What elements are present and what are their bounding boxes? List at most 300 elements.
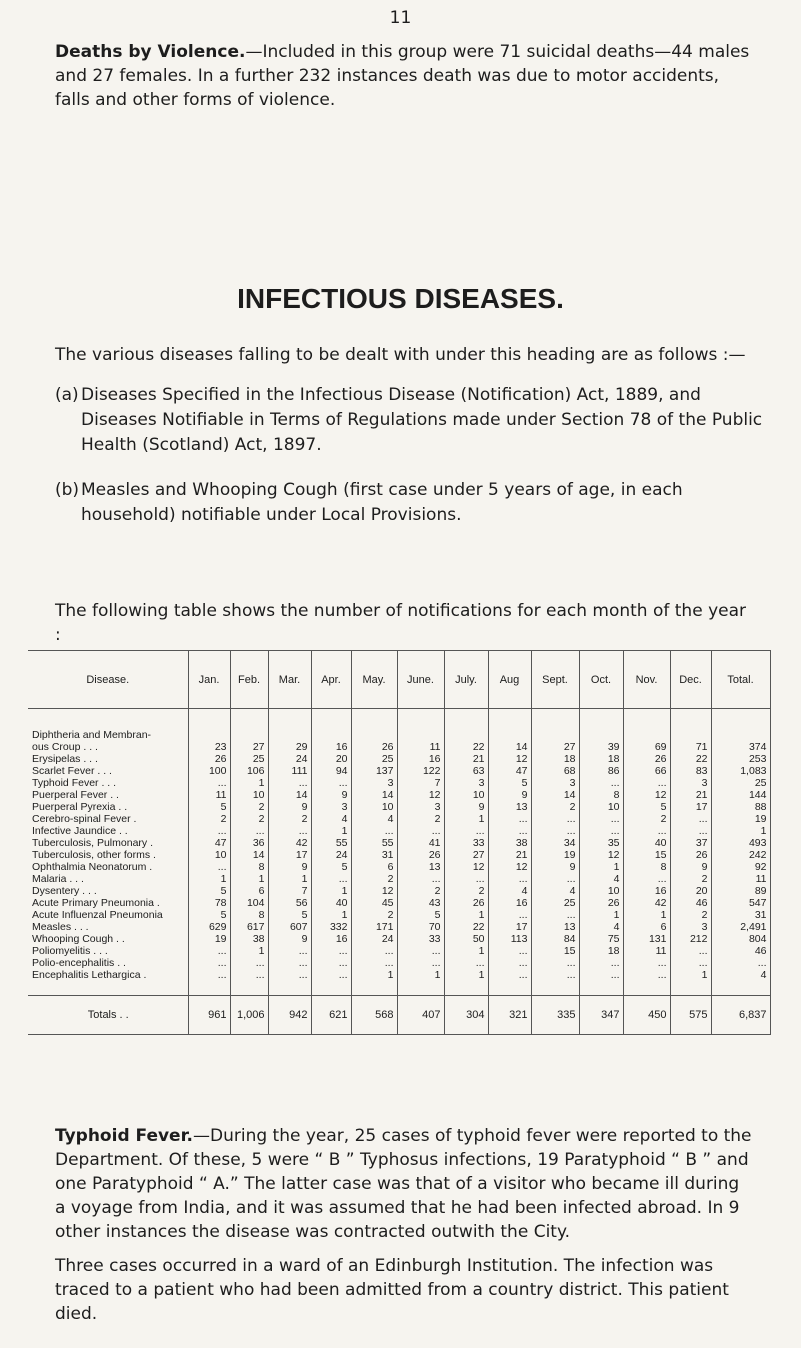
month-cell: 1 <box>397 969 444 981</box>
month-cell: ... <box>488 813 531 825</box>
month-cell: 50 <box>444 933 488 945</box>
month-cell: ... <box>579 825 623 837</box>
month-cell: 347 <box>579 996 623 1035</box>
month-cell: 12 <box>488 753 531 765</box>
month-cell: 607 <box>268 921 311 933</box>
typhoid-paragraph <box>55 1124 755 1244</box>
month-cell: 568 <box>351 996 397 1035</box>
total-cell: ... <box>711 957 770 969</box>
disease-name: Ophthalmia Neonatorum . <box>32 861 153 873</box>
month-cell: ... <box>623 825 670 837</box>
month-cell: 2 <box>351 909 397 921</box>
month-cell: 11 <box>623 945 670 957</box>
month-cell: 33 <box>444 837 488 849</box>
month-cell: ... <box>268 777 311 789</box>
month-cell: 14 <box>351 789 397 801</box>
month-cell: 18 <box>579 753 623 765</box>
disease-name: Whooping Cough . . <box>32 933 125 945</box>
month-cell: 7 <box>397 777 444 789</box>
month-cell: ... <box>351 825 397 837</box>
month-cell: 33 <box>397 933 444 945</box>
disease-name: Infective Jaundice . . <box>32 825 128 837</box>
month-cell: ... <box>351 945 397 957</box>
list-marker-a: (a) <box>55 385 79 405</box>
month-cell: 66 <box>623 765 670 777</box>
list-item-b <box>55 478 765 528</box>
col-header: Mar. <box>268 651 311 709</box>
month-cell: 1 <box>579 861 623 873</box>
month-cell: ... <box>623 969 670 981</box>
total-cell: 89 <box>711 885 770 897</box>
month-cell: 111 <box>268 765 311 777</box>
month-cell: 27 <box>230 741 268 753</box>
month-cell: ... <box>531 909 579 921</box>
month-cell: 4 <box>531 885 579 897</box>
col-header: Jan. <box>188 651 230 709</box>
month-cell: ... <box>397 825 444 837</box>
month-cell: 94 <box>311 765 351 777</box>
month-cell: ... <box>188 777 230 789</box>
month-cell: 12 <box>444 861 488 873</box>
month-cell: 1 <box>444 969 488 981</box>
month-cell: 2 <box>444 885 488 897</box>
total-cell: 253 <box>711 753 770 765</box>
month-cell: 1 <box>311 909 351 921</box>
month-cell: 3 <box>444 777 488 789</box>
month-cell: 1 <box>623 909 670 921</box>
table-row <box>28 885 770 897</box>
month-cell: 18 <box>531 753 579 765</box>
month-cell: ... <box>670 957 711 969</box>
month-cell: 26 <box>670 849 711 861</box>
table-row <box>28 921 770 933</box>
disease-name: Tuberculosis, other forms . <box>32 849 156 861</box>
col-header: Sept. <box>531 651 579 709</box>
month-cell: 2 <box>670 873 711 885</box>
month-cell: 9 <box>488 789 531 801</box>
table-row <box>28 825 770 837</box>
col-header: Oct. <box>579 651 623 709</box>
table-intro: The following table shows the number of notifications for each month of the year : <box>55 601 746 645</box>
month-cell: 25 <box>531 897 579 909</box>
month-cell: 10 <box>188 849 230 861</box>
disease-name: Dysentery . . . <box>32 885 97 897</box>
month-cell: 106 <box>230 765 268 777</box>
month-cell: ... <box>188 969 230 981</box>
month-cell: 24 <box>351 933 397 945</box>
month-cell: 31 <box>351 849 397 861</box>
disease-name: Puerperal Pyrexia . . <box>32 801 128 813</box>
col-header: July. <box>444 651 488 709</box>
month-cell: 2 <box>531 801 579 813</box>
month-cell: 10 <box>579 801 623 813</box>
table-row <box>28 777 770 789</box>
month-cell: 14 <box>488 741 531 753</box>
month-cell: 2 <box>670 909 711 921</box>
month-cell: 21 <box>488 849 531 861</box>
month-cell: 24 <box>311 849 351 861</box>
month-cell: 70 <box>397 921 444 933</box>
month-cell: 4 <box>488 885 531 897</box>
month-cell: 5 <box>488 777 531 789</box>
month-cell: 24 <box>268 753 311 765</box>
table-header-row <box>28 651 770 709</box>
month-cell: ... <box>397 945 444 957</box>
month-cell: 43 <box>397 897 444 909</box>
col-header: Aug <box>488 651 531 709</box>
list-text-b: Measles and Whooping Cough (first case under 5 years of age, in each household) notifiable under Local Provisions. <box>81 480 683 525</box>
month-cell: 56 <box>268 897 311 909</box>
intro-paragraph: The various diseases falling to be dealt with under this heading are as follows :— <box>55 345 746 365</box>
table-row <box>28 861 770 873</box>
month-cell: ... <box>397 957 444 969</box>
month-cell: 16 <box>488 897 531 909</box>
month-cell: 6 <box>230 885 268 897</box>
month-cell: ... <box>268 825 311 837</box>
month-cell: 21 <box>670 789 711 801</box>
month-cell: 629 <box>188 921 230 933</box>
month-cell: ... <box>230 969 268 981</box>
disease-name: Encephalitis Lethargica . <box>32 969 147 981</box>
month-cell: ... <box>488 969 531 981</box>
month-cell: 942 <box>268 996 311 1035</box>
table-row <box>28 753 770 765</box>
month-cell: 1 <box>311 825 351 837</box>
month-cell: 8 <box>623 861 670 873</box>
month-cell: 13 <box>397 861 444 873</box>
month-cell: 25 <box>351 753 397 765</box>
institution-paragraph: Three cases occurred in a ward of an Edinburgh Institution. The infection was traced to a patient who had been admitted from a country district. This patient died. <box>55 1256 729 1324</box>
typhoid-text: —During the year, 25 cases of typhoid fever were reported to the Department. Of these, 5 were “ B ” Typhosus infections, 19 Paratyphoid “ B ” and one Paratyphoid “ A.” The latter case was that of a visitor who became ill during a voyage from India, and it was assumed that he had been infected abroad. In 9 other instances the disease was contracted outwith the City. <box>55 1126 752 1242</box>
month-cell: 16 <box>623 885 670 897</box>
disease-name: Acute Influenzal Pneumonia <box>32 909 163 921</box>
month-cell: ... <box>579 969 623 981</box>
col-header: Nov. <box>623 651 670 709</box>
month-cell: 10 <box>230 789 268 801</box>
col-header: Apr. <box>311 651 351 709</box>
month-cell: ... <box>351 957 397 969</box>
disease-name: Diphtheria and Membran- <box>32 729 152 741</box>
month-cell: 9 <box>670 861 711 873</box>
month-cell: 16 <box>311 933 351 945</box>
month-cell: 20 <box>670 885 711 897</box>
month-cell: 19 <box>188 933 230 945</box>
table-row <box>28 813 770 825</box>
total-cell: 4 <box>711 969 770 981</box>
month-cell: 63 <box>444 765 488 777</box>
month-cell: 1,006 <box>230 996 268 1035</box>
col-header: Disease. <box>28 651 188 709</box>
month-cell: 304 <box>444 996 488 1035</box>
month-cell: 40 <box>311 897 351 909</box>
month-cell: 84 <box>531 933 579 945</box>
month-cell: ... <box>579 777 623 789</box>
month-cell: 14 <box>230 849 268 861</box>
month-cell: 14 <box>531 789 579 801</box>
month-cell: 617 <box>230 921 268 933</box>
typhoid-title: Typhoid Fever. <box>55 1126 194 1146</box>
month-cell: 2 <box>268 813 311 825</box>
month-cell: 12 <box>351 885 397 897</box>
violence-title: Deaths by Violence. <box>55 42 246 62</box>
total-cell: 11 <box>711 873 770 885</box>
table-row <box>28 957 770 969</box>
month-cell: 1 <box>351 969 397 981</box>
month-cell: 3 <box>531 777 579 789</box>
month-cell: 41 <box>397 837 444 849</box>
month-cell: 5 <box>188 885 230 897</box>
month-cell: 575 <box>670 996 711 1035</box>
month-cell: ... <box>488 825 531 837</box>
month-cell: ... <box>230 957 268 969</box>
month-cell: 38 <box>488 837 531 849</box>
month-cell: 4 <box>579 921 623 933</box>
spacer-row <box>28 981 770 996</box>
month-cell: ... <box>311 969 351 981</box>
disease-name: Puerperal Fever . . <box>32 789 119 801</box>
notifications-table <box>28 650 771 1035</box>
month-cell: 13 <box>531 921 579 933</box>
month-cell: ... <box>444 873 488 885</box>
total-cell: 242 <box>711 849 770 861</box>
month-cell: 9 <box>444 801 488 813</box>
month-cell: ... <box>311 945 351 957</box>
month-cell: ... <box>488 945 531 957</box>
month-cell: 5 <box>188 909 230 921</box>
month-cell: ... <box>670 825 711 837</box>
month-cell: ... <box>531 957 579 969</box>
month-cell: ... <box>670 945 711 957</box>
total-cell: 88 <box>711 801 770 813</box>
month-cell: ... <box>188 957 230 969</box>
month-cell: 47 <box>188 837 230 849</box>
month-cell: 3 <box>670 777 711 789</box>
month-cell: 1 <box>230 945 268 957</box>
table-row <box>28 873 770 885</box>
month-cell: 12 <box>397 789 444 801</box>
month-cell: 27 <box>444 849 488 861</box>
total-cell: 46 <box>711 945 770 957</box>
month-cell: 321 <box>488 996 531 1035</box>
month-cell: 9 <box>268 933 311 945</box>
month-cell: 5 <box>397 909 444 921</box>
month-cell: 42 <box>623 897 670 909</box>
month-cell: ... <box>268 945 311 957</box>
table-row <box>28 765 770 777</box>
month-cell: 9 <box>268 861 311 873</box>
month-cell: 10 <box>579 885 623 897</box>
month-cell: 1 <box>579 909 623 921</box>
month-cell: 42 <box>268 837 311 849</box>
disease-name: Typhoid Fever . . . <box>32 777 117 789</box>
col-header: June. <box>397 651 444 709</box>
month-cell: 8 <box>579 789 623 801</box>
month-cell: 450 <box>623 996 670 1035</box>
total-cell: 2,491 <box>711 921 770 933</box>
table-row-name-line <box>28 729 770 741</box>
table-row <box>28 909 770 921</box>
month-cell: 38 <box>230 933 268 945</box>
month-cell: 621 <box>311 996 351 1035</box>
month-cell: 78 <box>188 897 230 909</box>
table-row <box>28 801 770 813</box>
month-cell: 37 <box>670 837 711 849</box>
month-cell: 13 <box>488 801 531 813</box>
month-cell: 3 <box>670 921 711 933</box>
month-cell: ... <box>531 813 579 825</box>
month-cell: ... <box>188 861 230 873</box>
month-cell: 9 <box>531 861 579 873</box>
total-cell: 31 <box>711 909 770 921</box>
month-cell: 18 <box>579 945 623 957</box>
month-cell: 2 <box>230 801 268 813</box>
month-cell: 55 <box>311 837 351 849</box>
disease-name: Polio-encephalitis . . <box>32 957 126 969</box>
month-cell: 26 <box>351 741 397 753</box>
month-cell: 2 <box>230 813 268 825</box>
month-cell: 71 <box>670 741 711 753</box>
month-cell: 22 <box>444 741 488 753</box>
month-cell: 22 <box>444 921 488 933</box>
month-cell: 35 <box>579 837 623 849</box>
month-cell: 19 <box>531 849 579 861</box>
month-cell: 2 <box>188 813 230 825</box>
month-cell: 2 <box>623 813 670 825</box>
disease-name: Scarlet Fever . . . <box>32 765 112 777</box>
month-cell: 7 <box>268 885 311 897</box>
violence-text: —Included in this group were 71 suicidal deaths—44 males and 27 females. In a further 232 instances death was due to motor accidents, falls and other forms of violence. <box>55 42 750 110</box>
month-cell: 5 <box>268 909 311 921</box>
table-row <box>28 945 770 957</box>
month-cell: 3 <box>397 801 444 813</box>
month-cell: ... <box>444 957 488 969</box>
total-cell: 804 <box>711 933 770 945</box>
col-header: Total. <box>711 651 770 709</box>
disease-name: Acute Primary Pneumonia . <box>32 897 160 909</box>
month-cell: 1 <box>230 873 268 885</box>
month-cell: ... <box>531 825 579 837</box>
month-cell: 55 <box>351 837 397 849</box>
month-cell: 9 <box>311 789 351 801</box>
total-cell: 25 <box>711 777 770 789</box>
month-cell: 83 <box>670 765 711 777</box>
month-cell: 8 <box>230 861 268 873</box>
total-cell: 547 <box>711 897 770 909</box>
month-cell: 9 <box>268 801 311 813</box>
disease-name: Totals . . <box>28 996 188 1035</box>
month-cell: 332 <box>311 921 351 933</box>
month-cell: 6 <box>623 921 670 933</box>
month-cell: 1 <box>311 885 351 897</box>
month-cell: 104 <box>230 897 268 909</box>
month-cell: 86 <box>579 765 623 777</box>
month-cell: 3 <box>311 801 351 813</box>
month-cell: 1 <box>444 813 488 825</box>
disease-name: Erysipelas . . . <box>32 753 98 765</box>
list-item-a <box>55 383 765 458</box>
month-cell: 15 <box>623 849 670 861</box>
month-cell: 22 <box>670 753 711 765</box>
month-cell: 10 <box>351 801 397 813</box>
table-row <box>28 837 770 849</box>
month-cell: 4 <box>351 813 397 825</box>
month-cell: 17 <box>670 801 711 813</box>
month-cell: 47 <box>488 765 531 777</box>
month-cell: 11 <box>397 741 444 753</box>
total-cell: 6,837 <box>711 996 770 1035</box>
month-cell: 12 <box>579 849 623 861</box>
table-row <box>28 933 770 945</box>
totals-row <box>28 996 770 1035</box>
disease-name: Measles . . . <box>32 921 89 933</box>
month-cell: 6 <box>351 861 397 873</box>
month-cell: 131 <box>623 933 670 945</box>
month-cell: 10 <box>444 789 488 801</box>
month-cell: 5 <box>311 861 351 873</box>
month-cell: ... <box>444 825 488 837</box>
month-cell: ... <box>488 957 531 969</box>
page-number: 11 <box>389 8 412 28</box>
month-cell: ... <box>311 873 351 885</box>
month-cell: ... <box>488 909 531 921</box>
month-cell: 40 <box>623 837 670 849</box>
month-cell: 1 <box>670 969 711 981</box>
month-cell: ... <box>188 945 230 957</box>
table-body <box>28 709 770 1035</box>
table-row <box>28 789 770 801</box>
month-cell: ... <box>230 825 268 837</box>
month-cell: 26 <box>623 753 670 765</box>
month-cell: 21 <box>444 753 488 765</box>
month-cell: ... <box>268 957 311 969</box>
month-cell: 5 <box>188 801 230 813</box>
total-cell: 19 <box>711 813 770 825</box>
month-cell: 122 <box>397 765 444 777</box>
month-cell: 407 <box>397 996 444 1035</box>
month-cell: ... <box>531 873 579 885</box>
month-cell: 100 <box>188 765 230 777</box>
month-cell: ... <box>268 969 311 981</box>
month-cell: ... <box>579 813 623 825</box>
month-cell: 11 <box>188 789 230 801</box>
month-cell: 113 <box>488 933 531 945</box>
month-cell: 34 <box>531 837 579 849</box>
month-cell: 26 <box>397 849 444 861</box>
month-cell: 23 <box>188 741 230 753</box>
month-cell: 137 <box>351 765 397 777</box>
month-cell: 1 <box>444 945 488 957</box>
month-cell: 45 <box>351 897 397 909</box>
month-cell: ... <box>311 777 351 789</box>
month-cell: 3 <box>351 777 397 789</box>
month-cell: 1 <box>230 777 268 789</box>
month-cell: 12 <box>623 789 670 801</box>
table-row <box>28 849 770 861</box>
table-row <box>28 969 770 981</box>
month-cell: ... <box>623 873 670 885</box>
month-cell: 26 <box>579 897 623 909</box>
month-cell: 26 <box>188 753 230 765</box>
list-text-a: Diseases Specified in the Infectious Disease (Notification) Act, 1889, and Diseases Notifiable in Terms of Regulations made under Section 78 of the Public Health (Scotland) Act, 1897. <box>81 385 763 455</box>
month-cell: 5 <box>623 801 670 813</box>
spacer-row <box>28 709 770 730</box>
col-header: Feb. <box>230 651 268 709</box>
month-cell: 17 <box>268 849 311 861</box>
month-cell: ... <box>397 873 444 885</box>
month-cell: 68 <box>531 765 579 777</box>
month-cell: 961 <box>188 996 230 1035</box>
total-cell: 1,083 <box>711 765 770 777</box>
